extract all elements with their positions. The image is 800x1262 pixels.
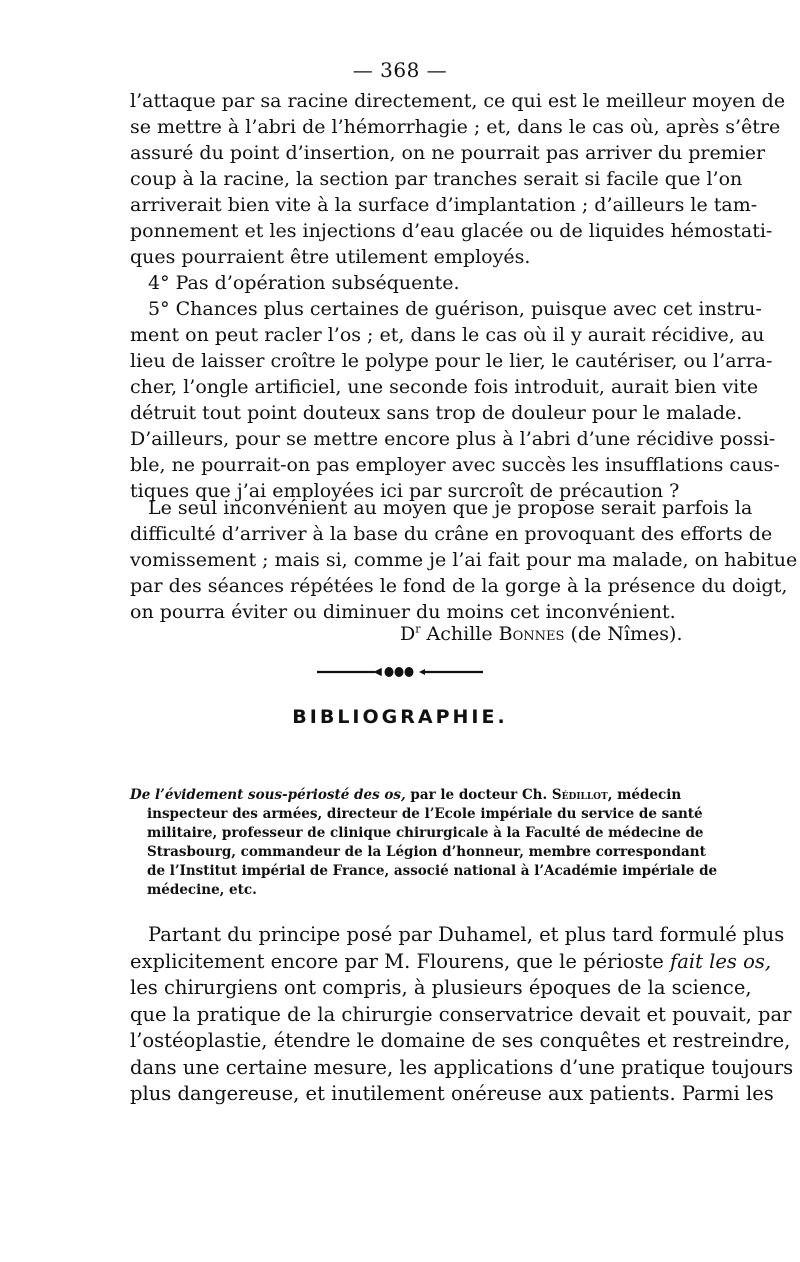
reference-byline: par le docteur Ch.: [410, 787, 548, 803]
italic-fragment: fait les os,: [670, 949, 772, 973]
author-signature: [400, 621, 683, 647]
text-line: lieu de laisser croître le polype pour le lier, le cautériser, ou l’arra-: [130, 350, 773, 372]
text-line: l’attaque par sa racine directement, ce qui est le meilleur moyen de: [130, 90, 786, 112]
work-title: De l’évidement sous-périosté des os,: [130, 787, 406, 803]
text-line: ques pourraient être utilement employés.: [130, 246, 531, 268]
text-line: vomissement ; mais si, comme je l’ai fait pour ma malade, on habitue: [130, 549, 798, 571]
signature-place: (de Nîmes).: [570, 623, 683, 645]
text-line: difficulté d’arriver à la base du crâne en provoquant des efforts de: [130, 523, 773, 545]
reference-author: Sédillot,: [551, 787, 613, 803]
signature-title-sup: r: [415, 622, 421, 636]
text-line: dans une certaine mesure, les applications d’une pratique toujours: [130, 1055, 794, 1079]
reference-line: de l’Institut impérial de France, associé national à l’Académie impériale de: [147, 863, 718, 879]
reference-line: médecine, etc.: [147, 882, 257, 898]
text-line: cher, l’ongle artificiel, une seconde fois introduit, aurait bien vite: [130, 376, 759, 398]
reference-first-line: [130, 786, 682, 805]
text-line: on pourra éviter ou diminuer du moins cet inconvénient.: [130, 601, 676, 623]
ornament-divider-icon: [315, 663, 485, 681]
text-line-with-italic: [130, 949, 772, 976]
text-line: 5° Chances plus certaines de guérison, puisque avec cet instru-: [148, 298, 762, 320]
text-line: tiques que j’ai employées ici par surcroît de précaution ?: [130, 480, 680, 502]
reference-line: Strasbourg, commandeur de la Légion d’honneur, membre correspondant: [147, 844, 706, 860]
paragraph-hemorrhage: [130, 88, 786, 296]
text-line: coup à la racine, la section par tranches serait si facile que l’on: [130, 168, 743, 190]
paragraph-duhamel: [130, 922, 794, 1108]
bibliographic-reference: [130, 786, 718, 900]
text-line: détruit tout point douteux sans trop de douleur pour le malade.: [130, 402, 743, 424]
signature-title: D: [400, 623, 416, 645]
text-line: l’ostéoplastie, étendre le domaine de ses conquêtes et restreindre,: [130, 1029, 791, 1052]
text-line: ment on peut racler l’os ; et, dans le cas où il y aurait récidive, au: [130, 324, 765, 346]
item-4: 4° Pas d’opération subséquente.: [148, 272, 460, 294]
reference-line: inspecteur des armées, directeur de l’Ecole impériale du service de santé: [147, 806, 703, 822]
reference-line: militaire, professeur de clinique chirurgicale à la Faculté de médecine de: [147, 825, 704, 841]
text-line: les chirurgiens ont compris, à plusieurs époques de la science,: [130, 976, 752, 999]
text-line: assuré du point d’insertion, on ne pourrait pas arriver du premier: [130, 142, 766, 164]
text-line: arriverait bien vite à la surface d’implantation ; d’ailleurs le tam-: [130, 194, 758, 216]
text-line: se mettre à l’abri de l’hémorrhagie ; et, dans le cas où, après s’être: [130, 116, 781, 138]
text-line: ble, ne pourrait-on pas employer avec succès les insufflations caus-: [130, 454, 780, 476]
reference-line1-end: médecin: [617, 787, 682, 803]
paragraph-inconvenience: [130, 495, 798, 625]
paragraph-item-5: [130, 296, 780, 504]
text-fragment: explicitement encore par M. Flourens, que le périoste: [130, 949, 664, 973]
text-line: D’ailleurs, pour se mettre encore plus à l’abri d’une récidive possi-: [130, 428, 776, 450]
text-line: Partant du principe posé par Duhamel, et plus tard formulé plus: [148, 923, 785, 946]
text-line: par des séances répétées le fond de la gorge à la présence du doigt,: [130, 575, 788, 597]
text-line: Le seul inconvénient au moyen que je propose serait parfois la: [148, 497, 753, 519]
section-title: BIBLIOGRAPHIE.: [292, 706, 508, 728]
page-number: — 368 —: [352, 58, 448, 82]
signature-surname: Bonnes: [498, 623, 565, 645]
text-line: que la pratique de la chirurgie conservatrice devait et pouvait, par: [130, 1002, 792, 1026]
signature-first-name: Achille: [426, 623, 493, 645]
text-line: plus dangereuse, et inutilement onéreuse aux patients. Parmi les: [130, 1082, 774, 1105]
text-line: ponnement et les injections d’eau glacée ou de liquides hémostati-: [130, 220, 773, 242]
